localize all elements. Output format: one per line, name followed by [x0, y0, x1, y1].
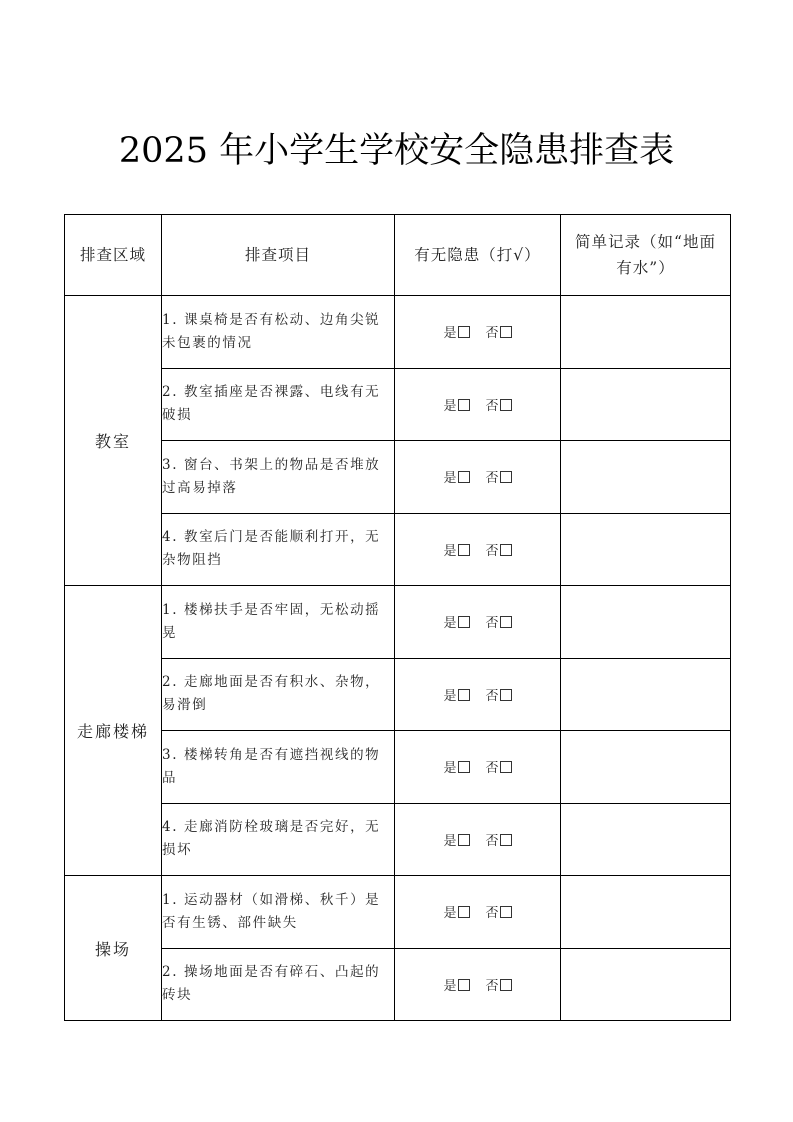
record-field[interactable]	[561, 586, 731, 659]
no-option[interactable]	[486, 975, 512, 994]
yes-checkbox[interactable]	[458, 471, 470, 483]
no-label: 否	[485, 398, 499, 414]
hazard-cell	[395, 731, 561, 804]
yes-option[interactable]	[443, 612, 469, 631]
yes-option[interactable]	[443, 902, 469, 921]
record-field[interactable]	[561, 658, 731, 731]
yes-option[interactable]	[443, 395, 469, 414]
record-field[interactable]	[561, 513, 731, 586]
no-label: 否	[485, 906, 499, 922]
yes-label: 是	[443, 978, 457, 994]
header-item: 排查项目	[162, 215, 395, 296]
yes-label: 是	[443, 761, 457, 777]
hazard-cell	[395, 296, 561, 369]
yes-checkbox[interactable]	[458, 906, 470, 918]
record-field[interactable]	[561, 876, 731, 949]
area-cell: 操场	[65, 876, 162, 1021]
record-field[interactable]	[561, 441, 731, 514]
yes-label: 是	[443, 543, 457, 559]
header-area: 排查区域	[65, 215, 162, 296]
no-checkbox[interactable]	[500, 326, 512, 338]
yes-option[interactable]	[443, 830, 469, 849]
no-checkbox[interactable]	[500, 906, 512, 918]
no-option[interactable]	[486, 830, 512, 849]
no-option[interactable]	[486, 540, 512, 559]
yes-label: 是	[443, 616, 457, 632]
hazard-cell	[395, 586, 561, 659]
yes-option[interactable]	[443, 540, 469, 559]
no-label: 否	[485, 688, 499, 704]
record-field[interactable]	[561, 368, 731, 441]
no-label: 否	[485, 471, 499, 487]
table-row	[65, 731, 731, 804]
yes-option[interactable]	[443, 322, 469, 341]
no-option[interactable]	[486, 612, 512, 631]
record-field[interactable]	[561, 731, 731, 804]
no-label: 否	[485, 326, 499, 342]
no-checkbox[interactable]	[500, 689, 512, 701]
area-cell: 走廊楼梯	[65, 586, 162, 876]
inspection-item: 2. 操场地面是否有碎石、凸起的砖块	[162, 948, 395, 1021]
yes-option[interactable]	[443, 975, 469, 994]
yes-option[interactable]	[443, 467, 469, 486]
table-row	[65, 296, 731, 369]
record-field[interactable]	[561, 296, 731, 369]
yes-label: 是	[443, 326, 457, 342]
no-option[interactable]	[486, 322, 512, 341]
inspection-item: 1. 运动器材（如滑梯、秋千）是否有生锈、部件缺失	[162, 876, 395, 949]
safety-inspection-table	[64, 214, 731, 1021]
inspection-item: 3. 楼梯转角是否有遮挡视线的物品	[162, 731, 395, 804]
inspection-item: 1. 楼梯扶手是否牢固，无松动摇晃	[162, 586, 395, 659]
table-row	[65, 948, 731, 1021]
no-label: 否	[485, 833, 499, 849]
hazard-cell	[395, 513, 561, 586]
record-field[interactable]	[561, 803, 731, 876]
table-row	[65, 441, 731, 514]
no-checkbox[interactable]	[500, 979, 512, 991]
hazard-cell	[395, 368, 561, 441]
table-header-row	[65, 215, 731, 296]
no-checkbox[interactable]	[500, 471, 512, 483]
hazard-cell	[395, 658, 561, 731]
header-record: 简单记录（如“地面有水”）	[561, 215, 731, 296]
yes-option[interactable]	[443, 757, 469, 776]
yes-checkbox[interactable]	[458, 616, 470, 628]
no-option[interactable]	[486, 467, 512, 486]
inspection-item: 4. 走廊消防栓玻璃是否完好，无损坏	[162, 803, 395, 876]
area-cell: 教室	[65, 296, 162, 586]
no-label: 否	[485, 761, 499, 777]
no-label: 否	[485, 978, 499, 994]
yes-checkbox[interactable]	[458, 326, 470, 338]
hazard-cell	[395, 441, 561, 514]
yes-checkbox[interactable]	[458, 544, 470, 556]
no-label: 否	[485, 543, 499, 559]
yes-label: 是	[443, 688, 457, 704]
inspection-item: 2. 走廊地面是否有积水、杂物，易滑倒	[162, 658, 395, 731]
table-row	[65, 513, 731, 586]
inspection-item: 3. 窗台、书架上的物品是否堆放过高易掉落	[162, 441, 395, 514]
no-checkbox[interactable]	[500, 399, 512, 411]
yes-checkbox[interactable]	[458, 979, 470, 991]
page-title: 2025 年小学生学校安全隐患排查表	[118, 131, 675, 171]
no-option[interactable]	[486, 685, 512, 704]
table-row	[65, 368, 731, 441]
yes-checkbox[interactable]	[458, 689, 470, 701]
no-option[interactable]	[486, 902, 512, 921]
yes-option[interactable]	[443, 685, 469, 704]
no-checkbox[interactable]	[500, 834, 512, 846]
no-checkbox[interactable]	[500, 544, 512, 556]
yes-label: 是	[443, 398, 457, 414]
inspection-item: 2. 教室插座是否裸露、电线有无破损	[162, 368, 395, 441]
table-row	[65, 658, 731, 731]
no-checkbox[interactable]	[500, 616, 512, 628]
hazard-cell	[395, 948, 561, 1021]
yes-checkbox[interactable]	[458, 399, 470, 411]
hazard-cell	[395, 803, 561, 876]
yes-label: 是	[443, 906, 457, 922]
record-field[interactable]	[561, 948, 731, 1021]
inspection-item: 1. 课桌椅是否有松动、边角尖锐未包裹的情况	[162, 296, 395, 369]
yes-checkbox[interactable]	[458, 834, 470, 846]
yes-label: 是	[443, 471, 457, 487]
hazard-cell	[395, 876, 561, 949]
no-option[interactable]	[486, 395, 512, 414]
yes-label: 是	[443, 833, 457, 849]
table-row	[65, 803, 731, 876]
no-option[interactable]	[486, 757, 512, 776]
no-label: 否	[485, 616, 499, 632]
no-checkbox[interactable]	[500, 761, 512, 773]
table-row	[65, 586, 731, 659]
table-row	[65, 876, 731, 949]
yes-checkbox[interactable]	[458, 761, 470, 773]
table-body	[65, 296, 731, 1021]
header-hazard: 有无隐患（打√）	[395, 215, 561, 296]
inspection-item: 4. 教室后门是否能顺利打开，无杂物阻挡	[162, 513, 395, 586]
